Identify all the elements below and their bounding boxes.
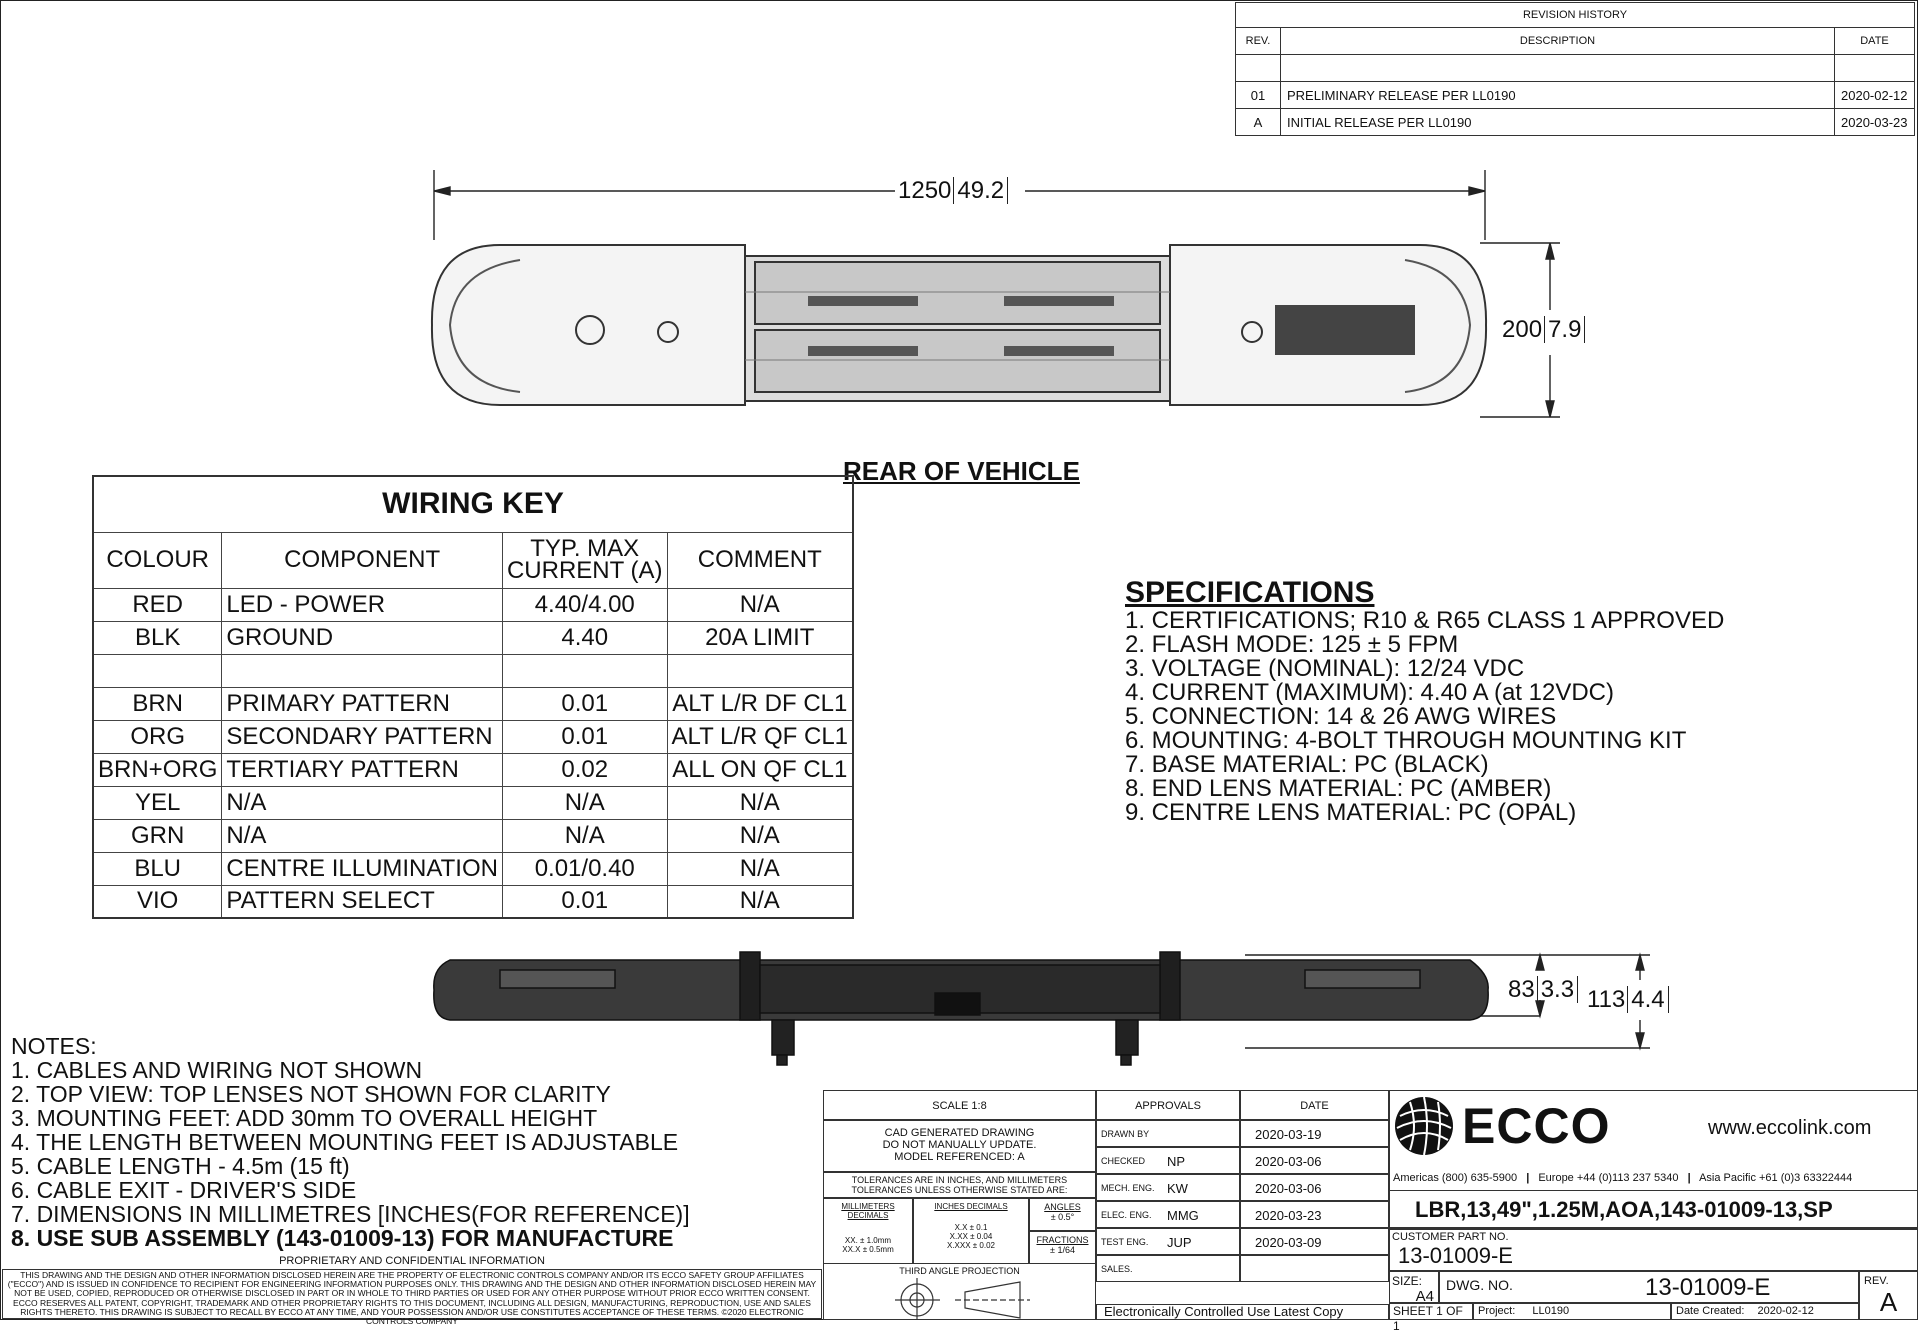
wiring-colour-cell: BLK [93, 621, 222, 654]
wiring-comment-cell: N/A [667, 885, 853, 918]
wiring-current-cell: 0.01 [502, 720, 667, 753]
wiring-component-cell: GROUND [222, 621, 503, 654]
approval-role: ELEC. ENG. [1101, 1210, 1152, 1220]
approval-name: JUP [1167, 1235, 1192, 1250]
wiring-colour-cell: BRN+ORG [93, 753, 222, 786]
approval-row [1096, 1120, 1240, 1147]
notes-item: 5. CABLE LENGTH - 4.5m (15 ft) [11, 1153, 350, 1179]
specification-item: 7. BASE MATERIAL: PC (BLACK) [1125, 751, 1489, 778]
customer-part-no: 13-01009-E [1398, 1243, 1513, 1268]
wiring-key-row [93, 786, 853, 819]
approval-role: DRAWN BY [1101, 1129, 1150, 1139]
wiring-current-cell: 0.02 [502, 753, 667, 786]
specifications-title: SPECIFICATIONS [1125, 576, 1375, 609]
wiring-component-cell: LED - POWER [222, 588, 503, 621]
date-created-block: Date Created: 2020-02-12 [1671, 1303, 1859, 1320]
scale-label: SCALE 1:8 [823, 1090, 1096, 1120]
height-dimension: 83 3.3 [1508, 976, 1578, 1004]
date-header: DATE [1240, 1090, 1389, 1120]
approval-date: 2020-03-06 [1240, 1147, 1389, 1174]
wiring-comment-cell: N/A [667, 852, 853, 885]
sheet-label: SHEET 1 OF 1 [1389, 1303, 1473, 1320]
rev-header: REV. [1236, 28, 1281, 55]
fractions-tolerance: FRACTIONS ± 1/64 [1029, 1231, 1096, 1264]
notes-title: NOTES: [11, 1033, 97, 1059]
part-title: LBR,13,49",1.25M,AOA,143-01009-13,SP [1389, 1190, 1918, 1228]
wiring-comment-cell: 20A LIMIT [667, 621, 853, 654]
wiring-key-row [93, 819, 853, 852]
approval-name: NP [1167, 1154, 1186, 1169]
wiring-current-cell: N/A [502, 819, 667, 852]
wiring-component-cell: PATTERN SELECT [222, 885, 503, 918]
website: www.eccolink.com [1708, 1117, 1872, 1139]
angles-tolerance: ANGLES ± 0.5° [1029, 1198, 1096, 1231]
specification-item: 4. CURRENT (MAXIMUM): 4.40 A (at 12VDC) [1125, 679, 1614, 706]
notes-item: 2. TOP VIEW: TOP LENSES NOT SHOWN FOR CLARITY [11, 1081, 611, 1107]
inch-tolerance: INCHES DECIMALS X.X ± 0.1 X.XX ± 0.04 X.XXX ± 0.02 [913, 1198, 1029, 1264]
wiring-component-cell [222, 654, 503, 687]
rev-block: REV. A [1859, 1271, 1918, 1320]
approval-role: MECH. ENG. [1101, 1183, 1155, 1193]
notes-item: 3. MOUNTING FEET: ADD 30mm TO OVERALL HEIGHT [11, 1105, 598, 1131]
contact-line: Americas (800) 635-5900 | Europe +44 (0)113 237 5340 | Asia Pacific +61 (0)3 63322444 [1393, 1172, 1853, 1184]
wiring-current-cell: 0.01 [502, 687, 667, 720]
wiring-colour-cell: RED [93, 588, 222, 621]
specification-item: 6. MOUNTING: 4-BOLT THROUGH MOUNTING KIT [1125, 727, 1687, 754]
wiring-key-title: WIRING KEY [93, 476, 853, 532]
approval-date: 2020-03-23 [1240, 1201, 1389, 1228]
wiring-key-row [93, 753, 853, 786]
wiring-key-row [93, 720, 853, 753]
wiring-key-row [93, 621, 853, 654]
revision-history-title: REVISION HISTORY [1236, 3, 1915, 28]
wiring-component-cell: CENTRE ILLUMINATION [222, 852, 503, 885]
specification-item: 9. CENTRE LENS MATERIAL: PC (OPAL) [1125, 799, 1577, 826]
length-dimension: 1250 49.2 [898, 177, 1008, 205]
specification-item: 3. VOLTAGE (NOMINAL): 12/24 VDC [1125, 655, 1525, 682]
project-block: Project: LL0190 [1473, 1303, 1671, 1320]
approval-role: SALES. [1101, 1264, 1133, 1274]
wiring-colour-cell: VIO [93, 885, 222, 918]
revision-row: 01 PRELIMINARY RELEASE PER LL0190 2020-02-12 [1236, 82, 1915, 109]
wiring-comment-cell: ALT L/R DF CL1 [667, 687, 853, 720]
wiring-comment-cell: ALT L/R QF CL1 [667, 720, 853, 753]
approval-name: MMG [1167, 1208, 1199, 1223]
wiring-key-row [93, 687, 853, 720]
comment-header: COMMENT [667, 532, 853, 588]
wiring-current-cell: 0.01/0.40 [502, 852, 667, 885]
date-header: DATE [1835, 28, 1915, 55]
wiring-colour-cell: YEL [93, 786, 222, 819]
proprietary-title: PROPRIETARY AND CONFIDENTIAL INFORMATION [279, 1255, 545, 1267]
mm-tolerance: MILLIMETERS DECIMALS XX. ± 1.0mm XX.X ± 0.5mm [823, 1198, 913, 1264]
colour-header: COLOUR [93, 532, 222, 588]
wiring-colour-cell: ORG [93, 720, 222, 753]
wiring-colour-cell: BLU [93, 852, 222, 885]
wiring-component-cell: SECONDARY PATTERN [222, 720, 503, 753]
dwg-no-block: DWG. NO. 13-01009-E [1439, 1271, 1859, 1303]
approval-role: CHECKED [1101, 1156, 1146, 1166]
ecco-globe-icon [1392, 1094, 1456, 1158]
specification-item: 8. END LENS MATERIAL: PC (AMBER) [1125, 775, 1552, 802]
wiring-component-cell: TERTIARY PATTERN [222, 753, 503, 786]
wiring-colour-cell [93, 654, 222, 687]
wiring-key-row [93, 885, 853, 918]
current-header: TYP. MAX CURRENT (A) [502, 532, 667, 588]
wiring-current-cell: N/A [502, 786, 667, 819]
approval-date: 2020-03-06 [1240, 1174, 1389, 1201]
wiring-component-cell: N/A [222, 819, 503, 852]
wiring-comment-cell [667, 654, 853, 687]
notes-block [11, 1034, 690, 1250]
approvals-header: APPROVALS [1096, 1090, 1240, 1120]
wiring-colour-cell: BRN [93, 687, 222, 720]
width-dimension: 200 7.9 [1502, 316, 1585, 344]
wiring-key-row [93, 588, 853, 621]
description-header: DESCRIPTION [1281, 28, 1835, 55]
wiring-component-cell: N/A [222, 786, 503, 819]
approval-date: 2020-03-09 [1240, 1228, 1389, 1255]
approval-row [1096, 1228, 1240, 1255]
overall-height-dimension: 113 4.4 [1587, 986, 1669, 1014]
wiring-colour-cell: GRN [93, 819, 222, 852]
wiring-comment-cell: N/A [667, 588, 853, 621]
proprietary-text: THIS DRAWING AND THE DESIGN AND OTHER INFORMATION DISCLOSED HEREIN ARE THE PROPERTY OF ELECTRONIC CONTROLS COMPANY AND/OR ITS ECCO SAFETY GROUP AFFILIATES ("ECCO") AND IS ISSUED IN CONFIDENCE TO RECIPIENT FOR ENGINEERING INFORMATION PURPOSES ONLY. THIS DRAWING AND THE DESIGN AND OTHER INFORMATION DISCLOSED HEREIN MAY NOT BE USED, COPIED, REPRODUCED OR OTHERWISE DISCLOSED IN PART OR IN WHOLE TO THIRD PARTIES OR USED FOR ANY OTHER PURPOSE WITHOUT PRIOR ECCO WRITTEN CONSENT. ECCO RESERVES ALL PATENT, COPYRIGHT, TRADEMARK AND OTHER PROPRIETARY RIGHTS TO THIS DOCUMENT, INCLUDING ALL DESIGN, MANUFACTURING, REPRODUCTION, USE AND SALES RIGHTS THERETO. THIS DRAWING IS SUBJECT TO RECALL BY ECCO AT ANY TIME, AND YOUR POSSESSION AND/OR USE CONSTITUTES ACCEPTANCE OF THESE TERMS. ©2020 ELECTRONIC CONTROLS COMPANY [2, 1269, 822, 1319]
wiring-current-cell: 0.01 [502, 885, 667, 918]
size-block: SIZE: A4 [1389, 1271, 1439, 1303]
wiring-current-cell: 4.40/4.00 [502, 588, 667, 621]
approval-row [1096, 1201, 1240, 1228]
wiring-key-row [93, 852, 853, 885]
notes-item: 6. CABLE EXIT - DRIVER'S SIDE [11, 1177, 357, 1203]
notes-item: 4. THE LENGTH BETWEEN MOUNTING FEET IS ADJUSTABLE [11, 1129, 679, 1155]
approval-row [1096, 1147, 1240, 1174]
wiring-current-cell [502, 654, 667, 687]
dwg-no: 13-01009-E [1645, 1274, 1771, 1301]
tolerance-note: TOLERANCES ARE IN INCHES, AND MILLIMETERS TOLERANCES UNLESS OTHERWISE STATED ARE: [823, 1172, 1096, 1198]
cad-note: CAD GENERATED DRAWING DO NOT MANUALLY UPDATE. MODEL REFERENCED: A [823, 1120, 1096, 1172]
approval-row [1096, 1174, 1240, 1201]
wiring-key-table [92, 475, 854, 919]
specification-item: 2. FLASH MODE: 125 ± 5 FPM [1125, 631, 1459, 658]
notes-item: 7. DIMENSIONS IN MILLIMETRES [INCHES(FOR REFERENCE)] [11, 1201, 690, 1227]
wiring-comment-cell: N/A [667, 819, 853, 852]
approval-date [1240, 1255, 1389, 1282]
approval-row [1096, 1255, 1240, 1282]
customer-part-block: CUSTOMER PART NO. 13-01009-E [1389, 1228, 1918, 1271]
wiring-comment-cell: ALL ON QF CL1 [667, 753, 853, 786]
rear-of-vehicle-label: REAR OF VEHICLE [843, 456, 1080, 486]
notes-item-manufacture: 8. USE SUB ASSEMBLY (143-01009-13) FOR MANUFACTURE [11, 1225, 674, 1251]
notes-item: 1. CABLES AND WIRING NOT SHOWN [11, 1057, 423, 1083]
projection-label: THIRD ANGLE PROJECTION [899, 1266, 1020, 1276]
wiring-component-cell: PRIMARY PATTERN [222, 687, 503, 720]
component-header: COMPONENT [222, 532, 503, 588]
wiring-key-row [93, 654, 853, 687]
approval-role: TEST ENG. [1101, 1237, 1149, 1247]
specification-item: 5. CONNECTION: 14 & 26 AWG WIRES [1125, 703, 1557, 730]
approval-date: 2020-03-19 [1240, 1120, 1389, 1147]
ecco-logo: ECCO [1462, 1098, 1611, 1154]
approval-name: KW [1167, 1181, 1188, 1196]
use-latest-copy-note: Electronically Controlled Use Latest Copy [1096, 1304, 1389, 1320]
revision-row: A INITIAL RELEASE PER LL0190 2020-03-23 [1236, 109, 1915, 136]
wiring-comment-cell: N/A [667, 786, 853, 819]
specifications-block [1125, 577, 1724, 825]
wiring-current-cell: 4.40 [502, 621, 667, 654]
specification-item: 1. CERTIFICATIONS; R10 & R65 CLASS 1 APPROVED [1125, 607, 1725, 634]
